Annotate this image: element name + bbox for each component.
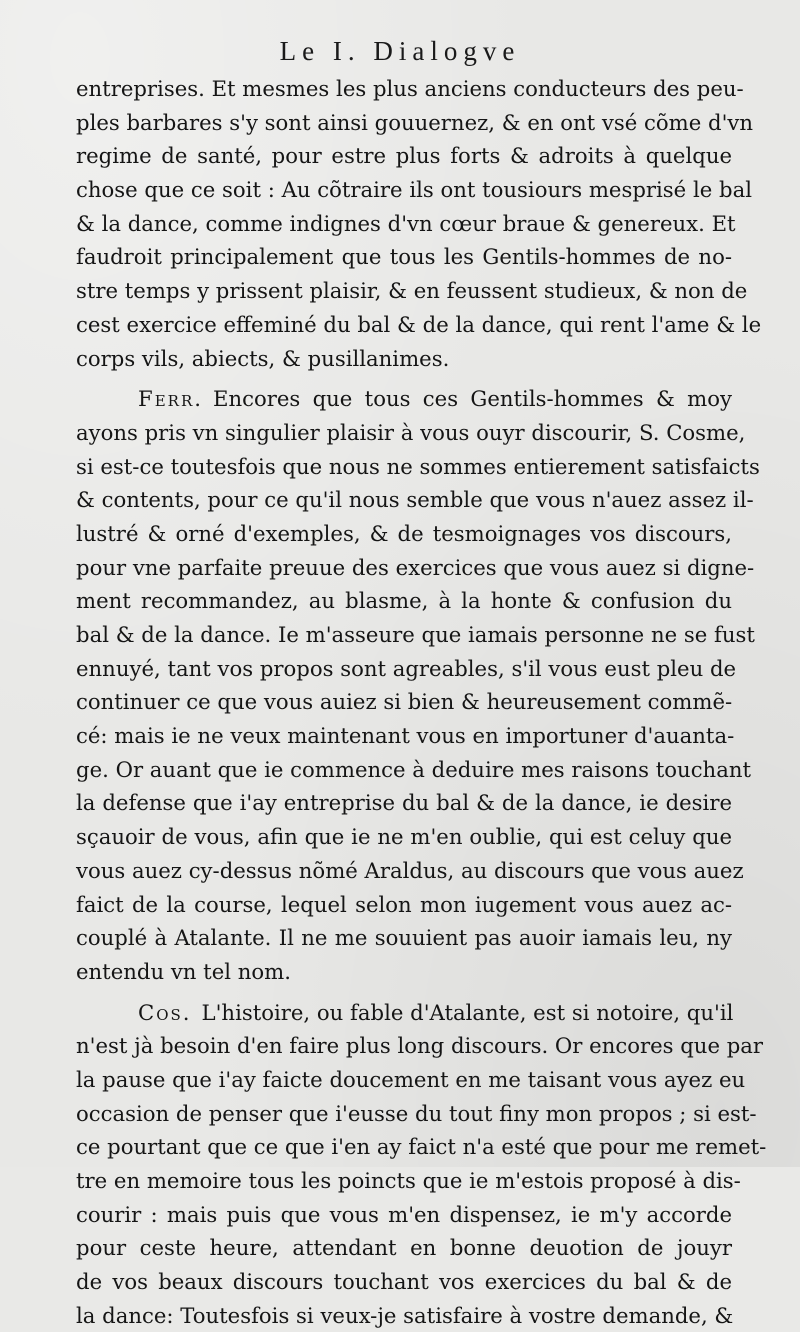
text-line: ce pourtant que ce que i'en ay faict n'a esté que pour me remet- (76, 1134, 767, 1160)
text-line: ment recommandez, au blasme, à la honte & confusion du (76, 588, 732, 614)
text-line: chose que ce soit : Au cõtraire ils ont tousiours mesprisé le bal (76, 177, 752, 203)
speaker-name: Cos. (138, 999, 192, 1025)
text-line: entreprises. Et mesmes les plus anciens conducteurs des peu- (76, 76, 744, 101)
dialogue-text (76, 72, 767, 1332)
text-line: la defense que i'ay entreprise du bal & de la dance, ie desire (76, 790, 732, 816)
text-line: occasion de penser que i'eusse du tout finy mon propos ; si est- (76, 1100, 757, 1126)
text-line: bal & de la dance. Ie m'asseure que iamais personne ne se fust (76, 622, 755, 647)
text-line: & la dance, comme indignes d'vn cœur braue & genereux. Et (76, 210, 736, 236)
text-line: pour vne parfaite preuue des exercices que vous auez si digne- (76, 554, 755, 580)
text-line: pour ceste heure, attendant en bonne deuotion de jouyr (76, 1235, 732, 1261)
text-line: ge. Or auant que ie commence à deduire mes raisons touchant (76, 756, 751, 782)
text-line: entendu vn tel nom. (76, 958, 291, 984)
text-line: stre temps y prissent plaisir, & en feussent studieux, & non de (76, 278, 748, 304)
text-line-first (76, 996, 732, 1030)
text-line: vous auez cy-dessus nõmé Araldus, au discours que vous auez (76, 857, 744, 883)
text-line: regime de santé, pour estre plus forts & adroits à quelque (76, 143, 732, 169)
text-line: si est-ce toutesfois que nous ne sommes entierement satisfaicts (76, 453, 760, 479)
text-line: sçauoir de vous, afin que ie ne m'en oublie, qui est celuy que (76, 824, 732, 850)
text-line: ennuyé, tant vos propos sont agreables, s'il vous eust pleu de (76, 655, 737, 681)
text-line: couplé à Atalante. Il ne me souuient pas auoir iamais leu, ny (76, 925, 732, 951)
text-line: ayons pris vn singulier plaisir à vous ouyr discourir, S. Cosme, (76, 419, 746, 445)
text-line: faict de la course, lequel selon mon iugement vous auez ac- (76, 891, 732, 917)
text-line: faudroit principalement que tous les Gentils-hommes de no- (76, 244, 732, 270)
text-line: n'est jà besoin d'en faire plus long discours. Or encores que par (76, 1033, 764, 1059)
text-line: L'histoire, ou fable d'Atalante, est si notoire, qu'il (201, 999, 734, 1025)
text-line: continuer ce que vous auiez si bien & heureusement commẽ- (76, 689, 733, 715)
text-line: lustré & orné d'exemples, & de tesmoignages vos discours, (76, 520, 732, 546)
text-line: corps vils, abiects, & pusillanimes. (76, 345, 450, 371)
text-line: de vos beaux discours touchant vos exercices du bal & de (76, 1269, 732, 1295)
text-line: Encores que tous ces Gentils-hommes & moy (212, 386, 732, 412)
text-line: & contents, pour ce qu'il nous semble que vous n'auez assez il- (76, 487, 754, 513)
paragraph-continuation (76, 72, 762, 375)
text-line: cé: mais ie ne veux maintenant vous en importuner d'auanta- (76, 723, 735, 749)
speaker-name: Ferr. (138, 386, 203, 412)
paragraph-cos (76, 996, 767, 1332)
text-line: tre en memoire tous les poincts que ie m'estois proposé à dis- (76, 1168, 741, 1193)
text-line: ples barbares s'y sont ainsi gouuernez, & en ont vsé cõme d'vn (76, 109, 754, 135)
text-line: la dance: Toutesfois si veux-je satisfaire à vostre demande, & (76, 1302, 734, 1328)
text-line: la pause que i'ay faicte doucement en me taisant vous ayez eu (76, 1066, 746, 1092)
text-line-first (76, 382, 732, 416)
text-line: courir : mais puis que vous m'en dispensez, ie m'y accorde (76, 1201, 732, 1227)
running-header: Le I. Dialogve (279, 36, 521, 66)
paragraph-ferr (76, 382, 760, 988)
text-line: cest exercice effeminé du bal & de la dance, qui rent l'ame & le (76, 311, 762, 337)
